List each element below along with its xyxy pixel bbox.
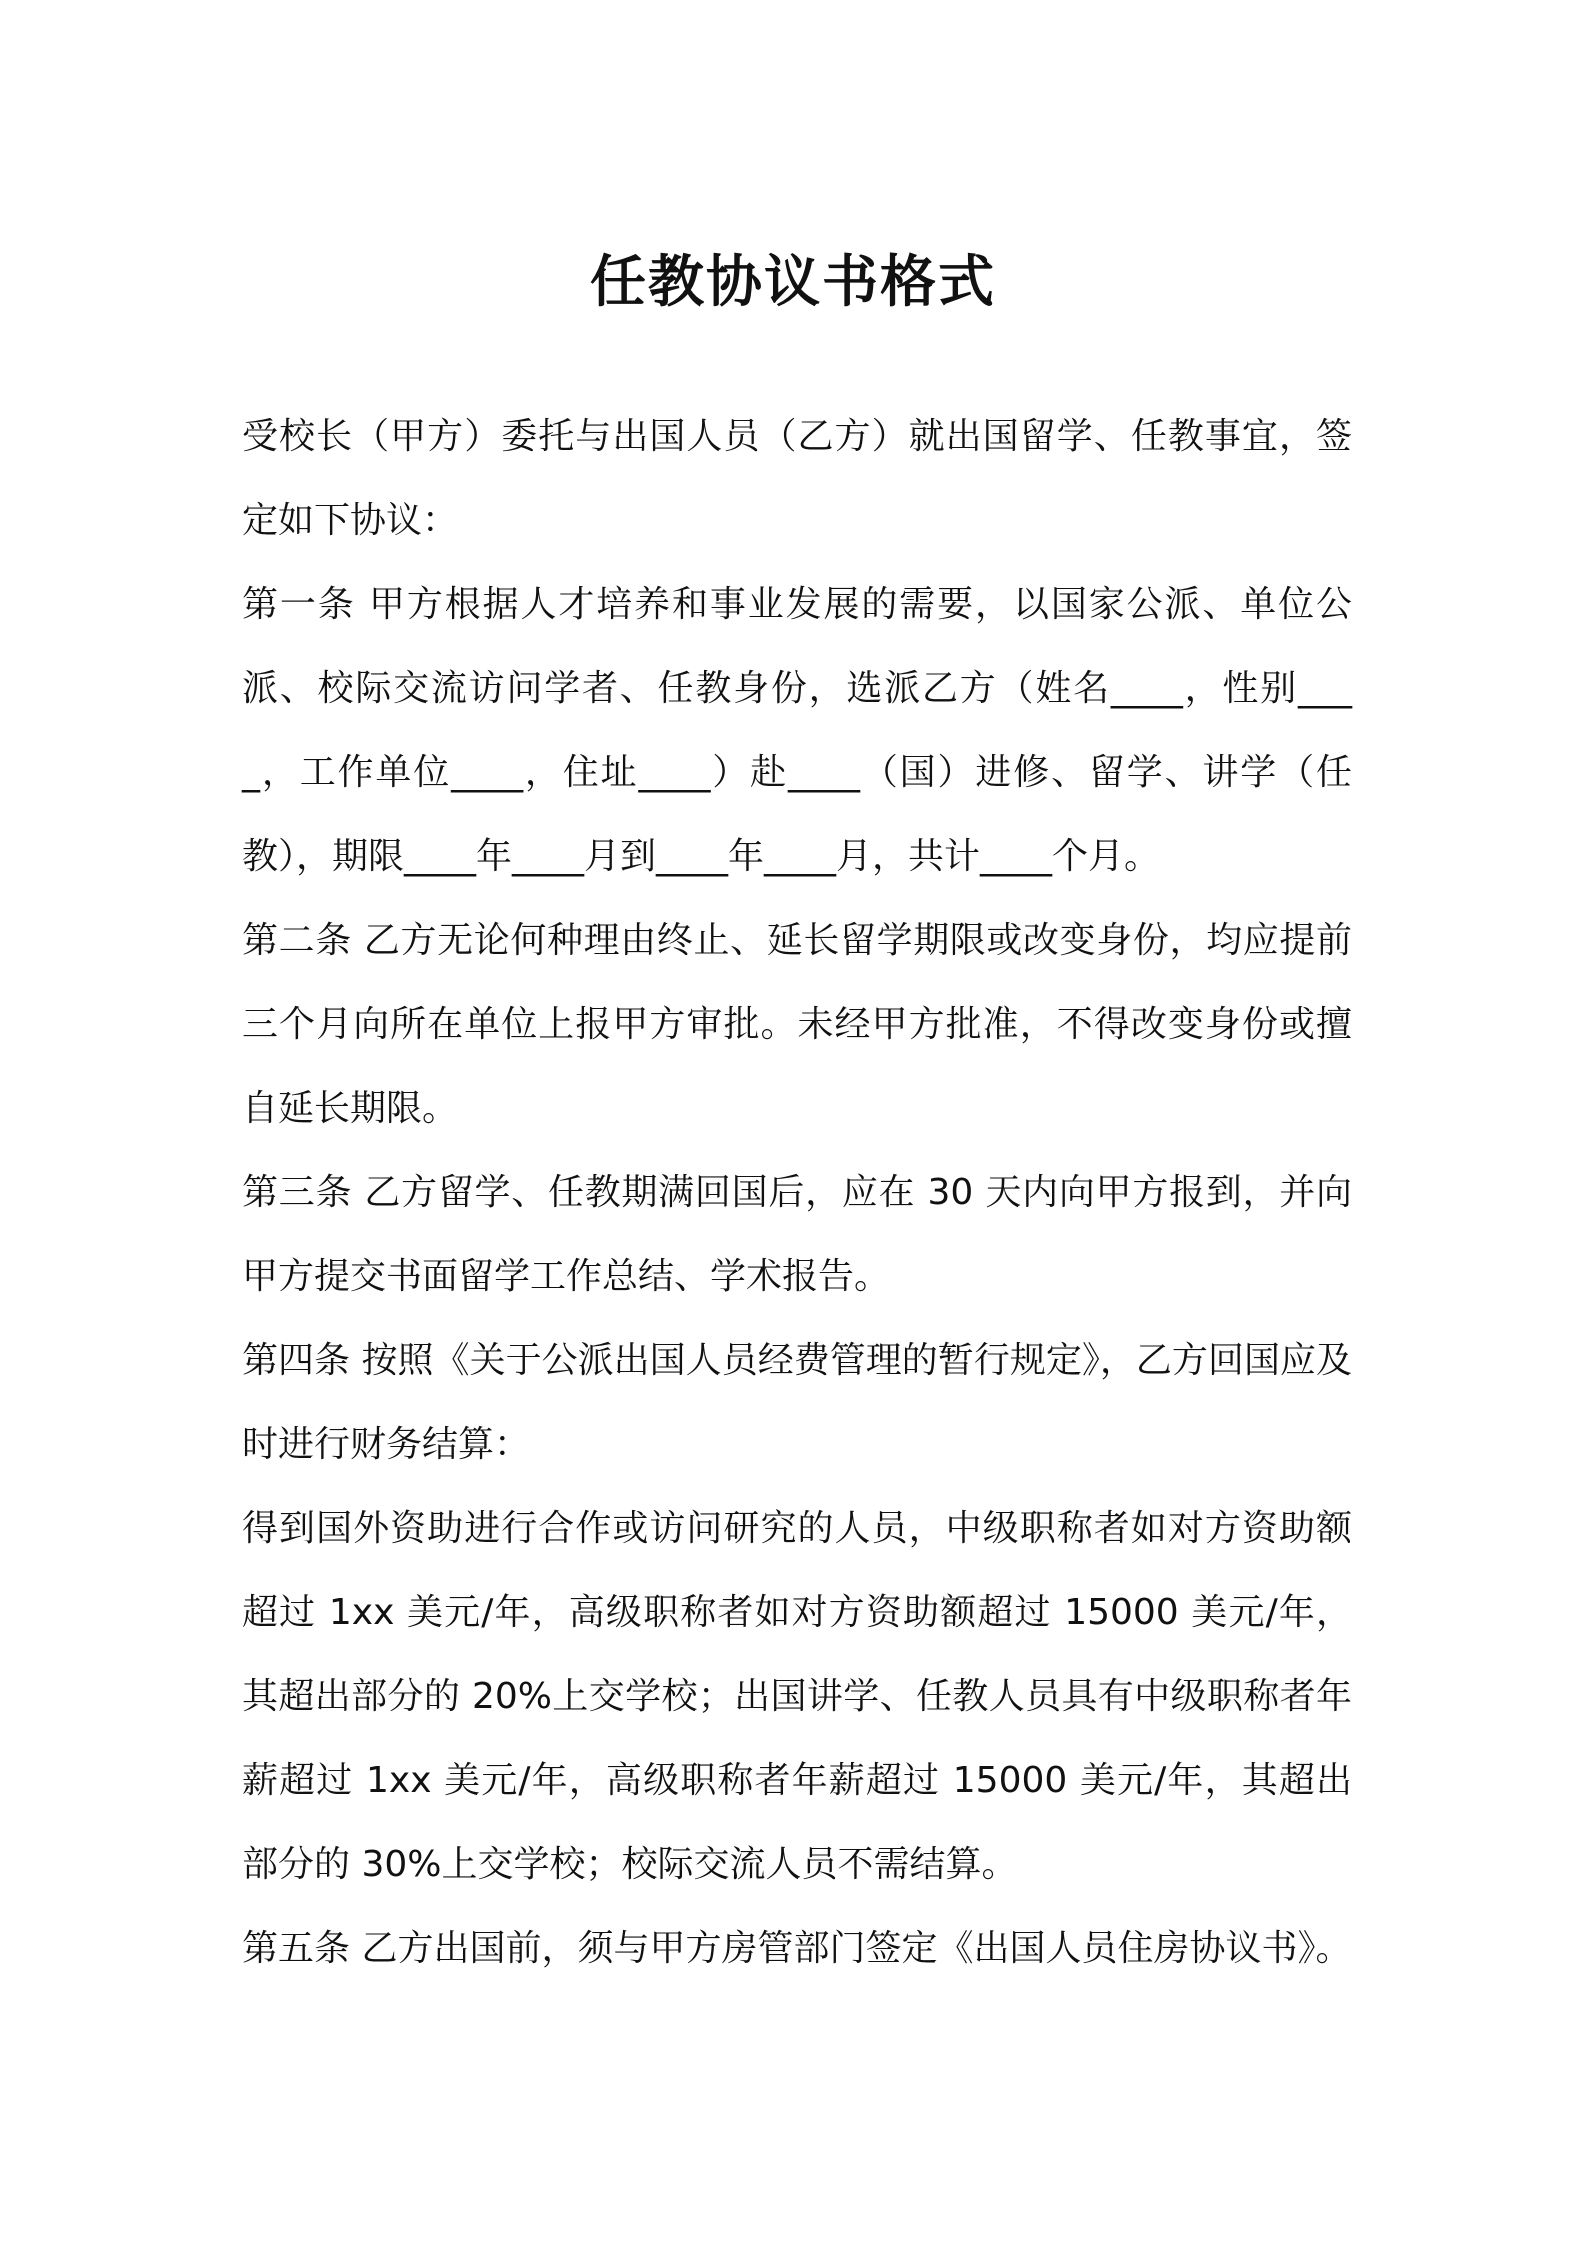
paragraph-article-4-detail: 得到国外资助进行合作或访问研究的人员，中级职称者如对方资助额超过 1xx 美元/年，高级职称者如对方资助额超过 15000 美元/年，其超出部分的 20%上交学校；出国讲学、任教人员具有中级职称者年薪超过 1xx 美元/年，高级职称者年薪超过 15000 美元/年，其超出部分的 30%上交学校；校际交流人员不需结算。: [242, 1508, 1352, 1885]
paragraph-article-1: 第一条 甲方根据人才培养和事业发展的需要，以国家公派、单位公派、校际交流访问学者、任教身份，选派乙方（姓名____，性别____，工作单位____，住址____）赴____（国）进修、留学、讲学（任教），期限____年____月到____年____月，共计____个月。: [242, 584, 1352, 877]
document-title: 任教协议书格式: [590, 249, 996, 315]
paragraph-intro: 受校长（甲方）委托与出国人员（乙方）就出国留学、任教事宜，签定如下协议：: [242, 416, 1352, 541]
paragraph-article-3: 第三条 乙方留学、任教期满回国后，应在 30 天内向甲方报到，并向甲方提交书面留学工作总结、学术报告。: [242, 1172, 1352, 1297]
paragraph-article-5: 第五条 乙方出国前，须与甲方房管部门签定《出国人员住房协议书》。: [242, 1928, 1352, 1969]
document-body: [242, 395, 1352, 1991]
paragraph-article-2: 第二条 乙方无论何种理由终止、延长留学期限或改变身份，均应提前三个月向所在单位上报甲方审批。未经甲方批准，不得改变身份或擅自延长期限。: [242, 920, 1352, 1129]
paragraph-article-4: 第四条 按照《关于公派出国人员经费管理的暂行规定》，乙方回国应及时进行财务结算：: [242, 1340, 1352, 1465]
